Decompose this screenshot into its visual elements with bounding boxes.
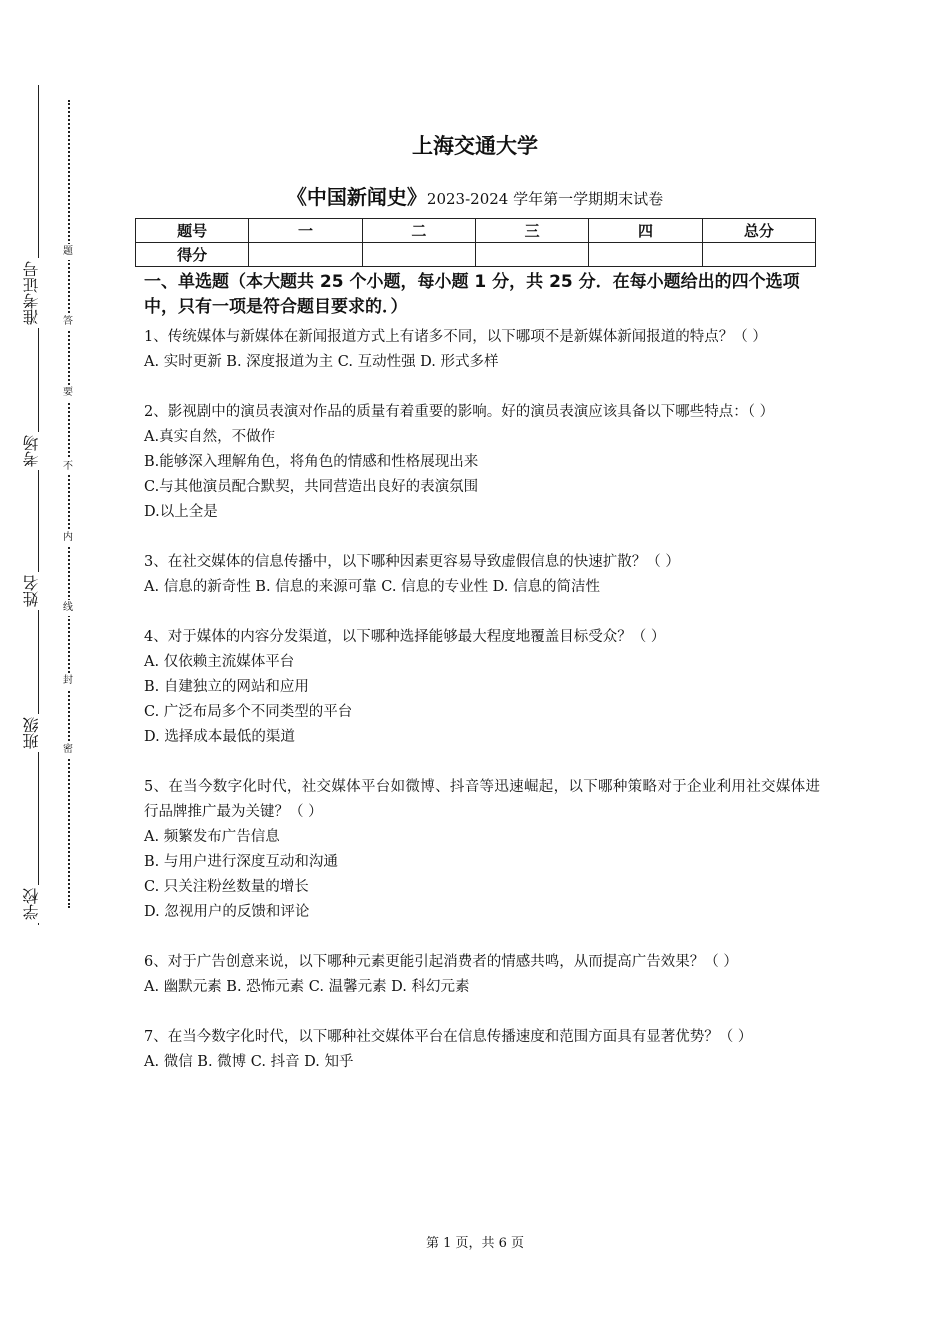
question-stem: 4、对于媒体的内容分发渠道，以下哪种选择能够最大程度地覆盖目标受众？（ ） <box>144 629 666 645</box>
option-a: A. 频繁发布广告信息 <box>144 829 280 845</box>
question-4 <box>144 625 820 750</box>
question-7 <box>144 1025 820 1075</box>
question-1 <box>144 325 820 375</box>
score-cell-header: 二 <box>362 219 475 243</box>
question-2 <box>144 400 820 525</box>
binding-label-exam-room: 考场 <box>22 432 42 470</box>
score-cell-header: 三 <box>475 219 588 243</box>
option-b: B. 与用户进行深度互动和沟通 <box>144 854 338 870</box>
question-5 <box>144 775 820 925</box>
binding-dot-char: 线 <box>61 600 75 616</box>
question-options: A. 实时更新 B. 深度报道为主 C. 互动性强 D. 形式多样 <box>144 354 499 370</box>
score-cell-header: 四 <box>589 219 702 243</box>
course-name: 《中国新闻史》 <box>286 185 427 209</box>
option-d: D.以上全是 <box>144 504 218 520</box>
question-3 <box>144 550 820 600</box>
exam-title <box>0 181 950 210</box>
option-a: A.真实自然，不做作 <box>144 429 276 445</box>
binding-label-school: 学校 <box>22 885 42 923</box>
question-options: A. 信息的新奇性 B. 信息的来源可靠 C. 信息的专业性 D. 信息的简洁性 <box>144 579 601 595</box>
option-c: C.与其他演员配合默契，共同营造出良好的表演氛围 <box>144 479 479 495</box>
option-b: B. 自建独立的网站和应用 <box>144 679 309 695</box>
binding-dotted-line <box>68 100 70 908</box>
binding-line <box>38 85 39 925</box>
option-d: D. 忽视用户的反馈和评论 <box>144 904 310 920</box>
binding-dot-char: 要 <box>61 385 75 401</box>
question-6 <box>144 950 820 1000</box>
score-cell-label: 题号 <box>136 219 249 243</box>
question-stem: 3、在社交媒体的信息传播中，以下哪种因素更容易导致虚假信息的快速扩散？（ ） <box>144 554 680 570</box>
score-cell <box>249 243 362 267</box>
question-stem: 5、在当今数字化时代，社交媒体平台如微博、抖音等迅速崛起，以下哪种策略对于企业利用社交媒体进行品牌推广最为关键？（ ） <box>144 779 820 820</box>
university-title: 上海交通大学 <box>412 134 538 158</box>
score-cell <box>589 243 702 267</box>
section-heading: 一、单选题（本大题共 25 个小题，每小题 1 分，共 25 分．在每小题给出的四个选项中，只有一项是符合题目要求的．） <box>144 272 800 317</box>
score-cell-label: 得分 <box>136 243 249 267</box>
option-c: C. 只关注粉丝数量的增长 <box>144 879 309 895</box>
binding-label-class: 班级 <box>22 714 42 752</box>
score-table-score-row <box>136 243 816 267</box>
binding-dot-char: 不 <box>61 459 75 475</box>
score-table <box>135 218 816 267</box>
page-footer: 第 1 页，共 6 页 <box>425 1236 525 1251</box>
question-stem: 2、影视剧中的演员表演对作品的质量有着重要的影响。好的演员表演应该具备以下哪些特点：（ ） <box>144 404 775 420</box>
score-cell <box>702 243 815 267</box>
score-cell <box>362 243 475 267</box>
score-cell-header: 一 <box>249 219 362 243</box>
binding-label-name: 姓名 <box>22 572 42 610</box>
option-a: A. 仅依赖主流媒体平台 <box>144 654 295 670</box>
binding-dot-char: 题 <box>61 244 75 260</box>
question-options: A. 微信 B. 微博 C. 抖音 D. 知乎 <box>144 1054 354 1070</box>
binding-dot-char: 内 <box>61 530 75 546</box>
exam-term: 2023-2024 学年第一学期期末试卷 <box>426 190 664 208</box>
binding-dot-char: 密 <box>61 742 75 758</box>
question-stem: 1、传统媒体与新媒体在新闻报道方式上有诸多不同，以下哪项不是新媒体新闻报道的特点？（ ） <box>144 329 767 345</box>
binding-dot-char: 封 <box>61 673 75 689</box>
option-b: B.能够深入理解角色，将角色的情感和性格展现出来 <box>144 454 479 470</box>
question-stem: 7、在当今数字化时代，以下哪种社交媒体平台在信息传播速度和范围方面具有显著优势？（ ） <box>144 1029 753 1045</box>
option-c: C. 广泛布局多个不同类型的平台 <box>144 704 353 720</box>
score-cell <box>475 243 588 267</box>
score-table-header-row <box>136 219 816 243</box>
question-stem: 6、对于广告创意来说，以下哪种元素更能引起消费者的情感共鸣，从而提高广告效果？（ ） <box>144 954 738 970</box>
binding-label-exam-id: 准考证号 <box>22 258 42 328</box>
question-options: A. 幽默元素 B. 恐怖元素 C. 温馨元素 D. 科幻元素 <box>144 979 470 995</box>
score-cell-header: 总分 <box>702 219 815 243</box>
binding-dot-char: 答 <box>61 314 75 330</box>
option-d: D. 选择成本最低的渠道 <box>144 729 295 745</box>
exam-content <box>144 270 820 1100</box>
